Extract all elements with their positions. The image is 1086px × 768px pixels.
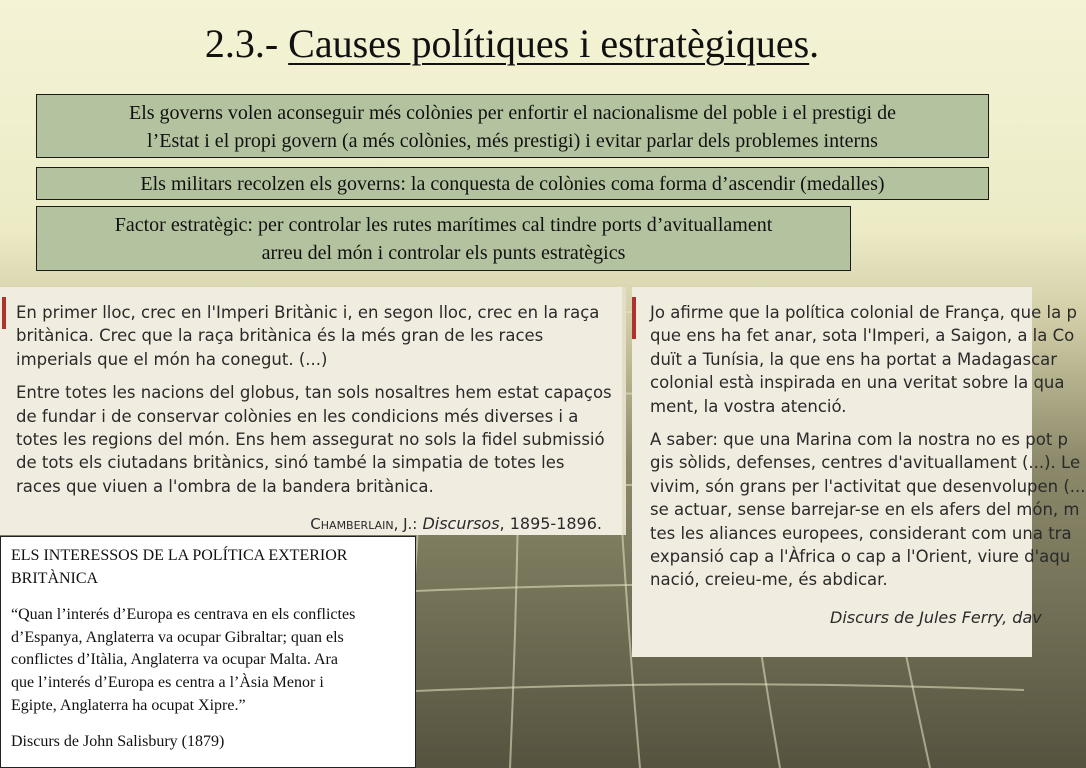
- source-author: Chamberlain, J.:: [310, 515, 418, 534]
- cause-box-military: [36, 167, 989, 200]
- quote-source: Discurs de John Salisbury (1879): [11, 733, 225, 751]
- cause-box-strategic: [36, 206, 851, 271]
- source-text: Discurs de Jules Ferry, dav: [830, 607, 1042, 627]
- cause-box-governments: [36, 94, 989, 158]
- quote-line: que l’interés d’Europa es centra a l’Àsia Menor i: [11, 673, 324, 691]
- chamberlain-document: [0, 287, 626, 535]
- doc-line: duït a Tunísia, la que ens ha portat a Madagascar: [650, 349, 1058, 369]
- doc-paragraph: Entre totes les nacions del globus, tan sols nosaltres hem estat capaços de fundar i de conservar colònies en les condicions més diverses i a totes les regions del món. Ens hem assegurat no sols la fidel submissió de tots els ciutadans britànics, sinó també la simpatia de totes les races que viuen a l'ombra de la bandera britànica.: [16, 383, 612, 496]
- title-suffix: .: [809, 21, 820, 66]
- doc-line: vivim, són grans per l'activitat que desenvolupen (...: [650, 476, 1086, 496]
- quote-line: d’Espanya, Anglaterra va ocupar Gibraltar; quan els: [11, 628, 344, 646]
- doc-line: colonial està inspirada en una veritat sobre la qua: [650, 373, 1065, 393]
- box-line: Factor estratègic: per controlar les rutes marítimes cal tindre ports d’avituallament: [114, 214, 773, 236]
- red-marker: [632, 297, 636, 339]
- title-prefix: 2.3.-: [204, 21, 279, 66]
- quote-heading: ELS INTERESSOS DE LA POLÍTICA EXTERIOR: [11, 547, 348, 564]
- doc-line: expansió cap a l'Àfrica o cap a l'Orient, viure d'aqu: [650, 547, 1071, 567]
- doc-paragraph: [650, 428, 1086, 592]
- source-years: , 1895-1896.: [499, 514, 602, 534]
- doc-line: A saber: que una Marina com la nostra no es pot p: [650, 430, 1069, 450]
- page-title: [0, 20, 1024, 67]
- quote-heading: BRITÀNICA: [11, 569, 99, 587]
- box-line: Els governs volen aconseguir més colònies per enfortir el nacionalisme del poble i el prestigi de: [129, 102, 896, 124]
- quote-line: “Quan l’interés d’Europa es centrava en els conflictes: [11, 606, 356, 624]
- doc-line: se actuar, sense barrejar-se en els afers del món, m: [650, 500, 1080, 520]
- box-line: arreu del món i controlar els punts estratègics: [261, 242, 626, 264]
- box-line: Els militars recolzen els governs: la conquesta de colònies coma forma d’ascendir (medalles): [140, 173, 885, 195]
- doc-line: Jo afirme que la política colonial de França, que la p: [650, 303, 1077, 322]
- quote-line: Egipte, Anglaterra ha ocupat Xipre.”: [11, 696, 246, 714]
- doc-source: [16, 512, 612, 536]
- quote-line: conflictes d’Itàlia, Anglaterra va ocupar Malta. Ara: [11, 651, 338, 669]
- doc-line: gis sòlids, defenses, centres d'avituallament (...). Le: [650, 453, 1081, 473]
- doc-line: que ens ha fet anar, sota l'Imperi, a Saigon, a la Co: [650, 326, 1075, 346]
- doc-source: [650, 606, 1042, 629]
- salisbury-quote-box: [0, 536, 416, 768]
- doc-paragraph: En primer lloc, crec en l'Imperi Britànic i, en segon lloc, crec en la raça britànica. Crec que la raça britànica és la més gran de les races imperials que el món ha conegut. (...): [16, 303, 600, 369]
- title-main: Causes polítiques i estratègiques: [288, 21, 810, 66]
- doc-line: tes les aliances europees, considerant com una tra: [650, 523, 1072, 543]
- box-line: l’Estat i el propi govern (a més colònies, més prestigi) i evitar parlar dels problemes interns: [147, 130, 878, 152]
- source-work: Discursos: [422, 514, 500, 534]
- doc-line: ment, la vostra atenció.: [650, 396, 847, 416]
- ferry-document: [632, 287, 1086, 657]
- doc-paragraph: [650, 301, 1077, 418]
- red-marker: [2, 297, 6, 329]
- doc-line: nació, creieu-me, és abdicar.: [650, 570, 888, 590]
